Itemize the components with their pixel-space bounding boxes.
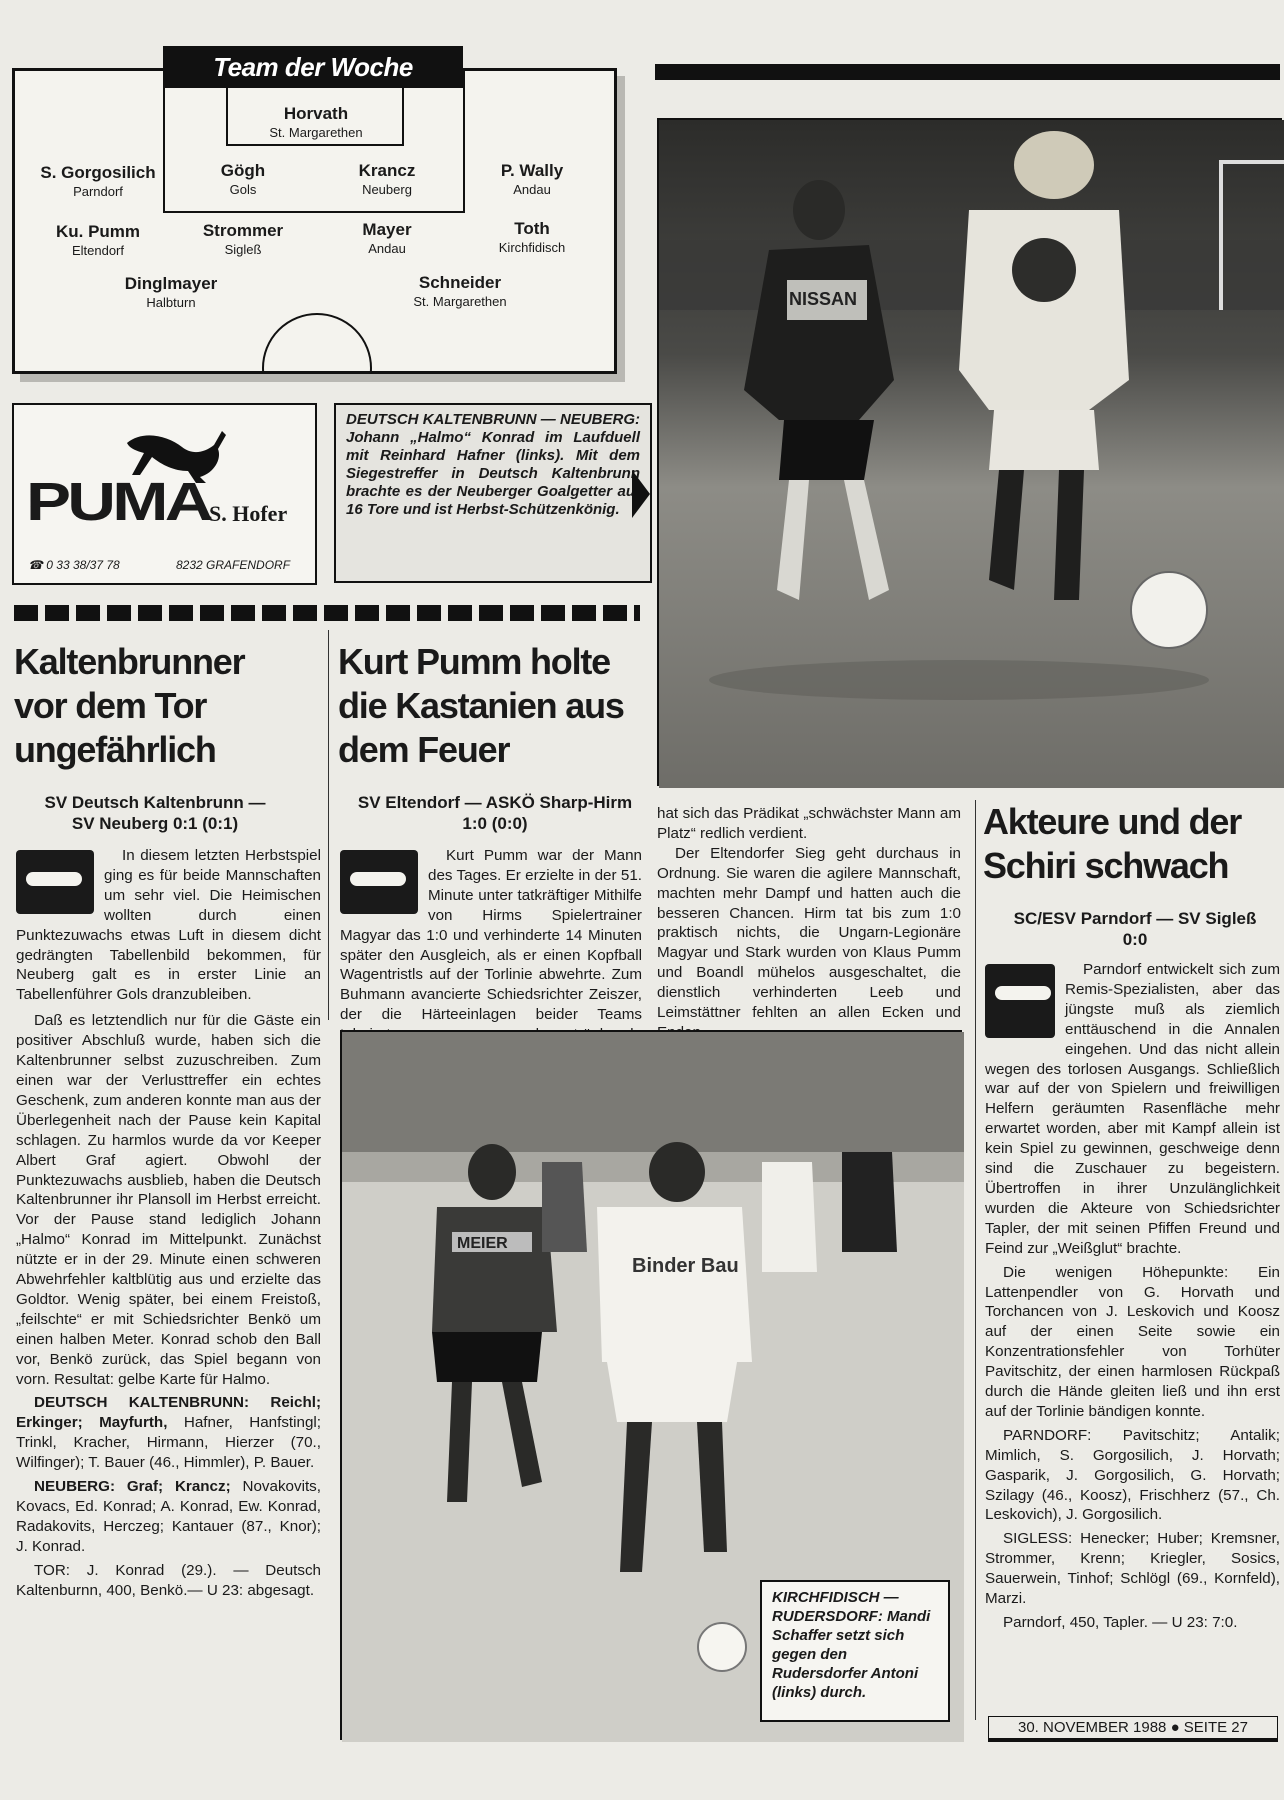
- photo-caption-top: DEUTSCH KALTENBRUNN — NEUBERG: Johann „Halmo“ Konrad im Laufduell mit Reinhard Hafner (links). Mit dem Siegestreffer in Deutsch Kaltenbrunn brachte es der Neuberger Goalgetter auf 16 Tore und ist Herbst-Schützenkönig.: [334, 403, 652, 583]
- player-card: [442, 161, 622, 197]
- player-name: Strommer: [202, 221, 284, 240]
- player-club: Kirchfidisch: [498, 240, 566, 255]
- player-name: Dinglmayer: [124, 274, 218, 293]
- player-club: St. Margarethen: [269, 125, 363, 140]
- page-footer: 30. NOVEMBER 1988 ● SEITE 27: [988, 1716, 1278, 1742]
- player-card: [370, 273, 550, 309]
- player-club: St. Margarethen: [413, 294, 507, 309]
- article3-para1: Parndorf entwickelt sich zum Remis-Spezialisten, aber das jüngste muß als ziemlich enttäuschend in die Annalen eingehen. Und das nicht allein wegen des torlosen Ausgangs. Schließlich war auf der von Spielern und freiwilligen Helfern geräumten Rasenfläche mehr erwartet worden, aber mit Kampf allein ist kein Spiel zu gewinnen, geschweige denn sind die Zuschauer zu begeistern. Übertroffen in ihrer Unzulänglichkeit wurden die Akteure von Schiedsrichter Tapler, der mit seinen Pfiffen Freund und Feind zur „Weißglut“ brachte.: [985, 961, 1280, 1257]
- article3-lineup1: PARNDORF: Pavitschitz; Antalik; Mimlich, S. Gorgosilich, J. Horvath; Gasparik, J. Gorgosilich, G. Horvath; Szilagy (46., Koosz), Frischherz (57., Ch. Leskovich), J. Gorgosilich.: [985, 1426, 1280, 1524]
- lineup-team-name: DEUTSCH KALTENBRUNN: Reichl; Erkinger; Mayfurth,: [16, 1394, 321, 1432]
- hand-pointing-icon: [340, 850, 418, 914]
- ad-address: 8232 GRAFENDORF: [176, 558, 291, 572]
- article3-tor: Parndorf, 450, Tapler. — U 23: 7:0.: [1003, 1614, 1238, 1631]
- player-name: P. Wally: [500, 161, 564, 180]
- article3-para2: Die wenigen Höhepunkte: Ein Lattenpendler von G. Horvath und Torchancen von J. Leskovich und Koosz auf der einen Seite sowie ein Konzentrationsfehler von Torhüter Pavitschitz, der einen harmlosen Rückpaß durch die Hände gleiten ließ und ihn erst auf der Torlinie bändigen konnte.: [985, 1263, 1280, 1420]
- photo-caption-bottom: KIRCHFIDISCH — RUDERSDORF: Mandi Schaffer setzt sich gegen den Rudersdorfer Antoni (links) durch.: [760, 1580, 950, 1722]
- shirt-sponsor-text: NISSAN: [789, 289, 858, 309]
- article3-match: SC/ESV Parndorf — SV Sigleß 0:0: [1013, 909, 1257, 949]
- player-club: Halbturn: [146, 295, 196, 310]
- article1-para2: Daß es letztendlich nur für die Gäste ein positiver Abschluß wurde, haben sich die Kaltenbrunner selbst zuzuschreiben. Zum einen war der Verlusttreffer ein echtes Geschenk, zum anderen konnte man aus der Überlegenheit nach der Pause kein Kapital schlagen. Zu harmlos wurde da vor Keeper Albert Graf agiert. Obwohl der Punktezuwachs ausblieb, haben die Deutsch Kaltenbrunner ihr Plansoll im Herbst erreicht. Vor der Pause stand lediglich Johann „Halmo“ Konrad im Mittelpunkt. Zunächst nützte er in der 29. Minute einen schweren Abwehrfehler kaltblütig aus und erzielte das Goldtor. Wenig später, bei einem Freistoß, „feilschte“ er mit Schiedsrichter Benkö um einen halben Meter. Konrad schob den Ball vor, Benkö zurück, das Spiel begann von vorn. Resultat: gelbe Karte für Halmo.: [16, 1012, 321, 1388]
- column-rule: [328, 630, 329, 1020]
- player-club: Andau: [368, 241, 406, 256]
- player-name: S. Gorgosilich: [40, 163, 156, 182]
- article2-para1-cont: hat sich das Prädikat „schwächster Mann am Platz“ redlich verdient.: [657, 805, 961, 842]
- player-club: Neuberg: [362, 182, 412, 197]
- player-name: Ku. Pumm: [55, 222, 141, 241]
- article3-lineup2: SIGLESS: Henecker; Huber; Kremsner, Strommer, Krenn; Kriegler, Sosics, Sauerwein, Tinhof; Schlögl (69., Kornfeld), Marzi.: [985, 1530, 1280, 1608]
- article1-lineup1: [16, 1393, 321, 1473]
- puma-advertisement: [12, 403, 317, 585]
- article1-body: [16, 846, 321, 1601]
- article1-match: SV Deutsch Kaltenbrunn — SV Neuberg 0:1 (0:1): [44, 793, 266, 833]
- article3-headline: Akteure und der Schiri schwach: [983, 801, 1242, 886]
- team-of-week-title: Team der Woche: [163, 46, 463, 88]
- player-card: [226, 104, 406, 140]
- player-name: Horvath: [283, 104, 349, 123]
- ad-shop-name: S. Hofer: [209, 501, 288, 526]
- shirt-sponsor-text: Binder Bau: [632, 1255, 739, 1277]
- player-club: Sigleß: [224, 242, 262, 257]
- article2-match: SV Eltendorf — ASKÖ Sharp-Hirm 1:0 (0:0): [357, 793, 633, 833]
- article2-headline: Kurt Pumm holte die Kastanien aus dem Feuer: [338, 641, 624, 770]
- thumbs-down-icon: [985, 964, 1055, 1038]
- hand-pointing-icon: [16, 850, 94, 914]
- match-photo-top: [657, 118, 1282, 786]
- player-name: Krancz: [358, 161, 416, 180]
- article2-para1: Kurt Pumm war der Mann des Tages. Er erzielte in der 51. Minute unter tatkräftiger Mithilfe von Hirms Spielertrainer Magyar das 1:0 und verhinderte 14 Minuten später den Ausgleich, als er einen Kopfball Wagentristls auf der Torlinie abwehrte. Zum Buhmann avancierte Schiedsrichter Zeiszer, der die Härteeinlagen beider Teams: [340, 847, 642, 1024]
- article1-lineup2: [16, 1477, 321, 1557]
- lineup-players: Novakovits, Kovacs, Ed. Konrad; A. Konrad, Ew. Konrad, Radakovits, Herczeg; Kantauer (87., Knor); J. Konrad.: [16, 1478, 321, 1555]
- player-name: Mayer: [362, 220, 412, 239]
- player-name: Schneider: [418, 273, 502, 292]
- lineup-team-name: NEUBERG: Graf; Krancz;: [34, 1478, 231, 1496]
- player-club: Parndorf: [73, 184, 123, 199]
- lineup-players: Hafner, Hanfstingl; Trinkl, Kracher, Hirmann, Hierzer (70., Wilfinger); T. Bauer (46., Himmler), P. Bauer.: [16, 1414, 321, 1472]
- caption-arrow-icon: [632, 470, 650, 518]
- player-club: Gols: [229, 182, 257, 197]
- player-club: Eltendorf: [71, 243, 125, 258]
- section-divider: [14, 605, 640, 621]
- player-name: Toth: [514, 219, 550, 238]
- photo-scene: [659, 120, 1284, 788]
- player-name: Gögh: [220, 161, 266, 180]
- article1-headline: Kaltenbrunner vor dem Tor ungefährlich: [14, 641, 245, 770]
- article1-tor: TOR: J. Konrad (29.). — Deutsch Kaltenburnn, 400, Benkö.— U 23: abgesagt.: [16, 1561, 321, 1599]
- article1-para1: In diesem letzten Herbstspiel ging es für beide Mannschaften um sehr viel. Die Heimischen wollten durch einen Punktezuwachs etwas Luft in diesem dicht gedrängten Tabellenbild bekommen, für Neuberg galt es in erster Linie an Tabellenführer Gols dranzubleiben.: [16, 847, 321, 1004]
- player-card: [442, 219, 622, 255]
- player-club: Andau: [513, 182, 551, 197]
- article2-para2: Der Eltendorfer Sieg geht durchaus in Ordnung. Sie waren die agilere Mannschaft, machten mehr Dampf und hatten auch die besseren Chancen. Hirm tat bis zum 1:0 praktisch nichts, die Ungarn-Legionäre Magyar und Stark wurden von Klaus Pumm und Boandl mühelos ausgeschaltet, die dienstlich verhinderten Leeb und Leimstättner fehlten an allen Ecken und: [657, 844, 961, 1022]
- column-rule: [975, 800, 976, 1720]
- article2-body: [340, 846, 642, 1024]
- player-card: [81, 274, 261, 310]
- article3-body: [985, 960, 1280, 1633]
- puma-logo-text: PUMA: [26, 472, 210, 532]
- top-rule: [655, 64, 1280, 80]
- ad-phone: ☎ 0 33 38/37 78: [28, 558, 120, 572]
- shirt-sponsor-text: MEIER: [457, 1235, 508, 1252]
